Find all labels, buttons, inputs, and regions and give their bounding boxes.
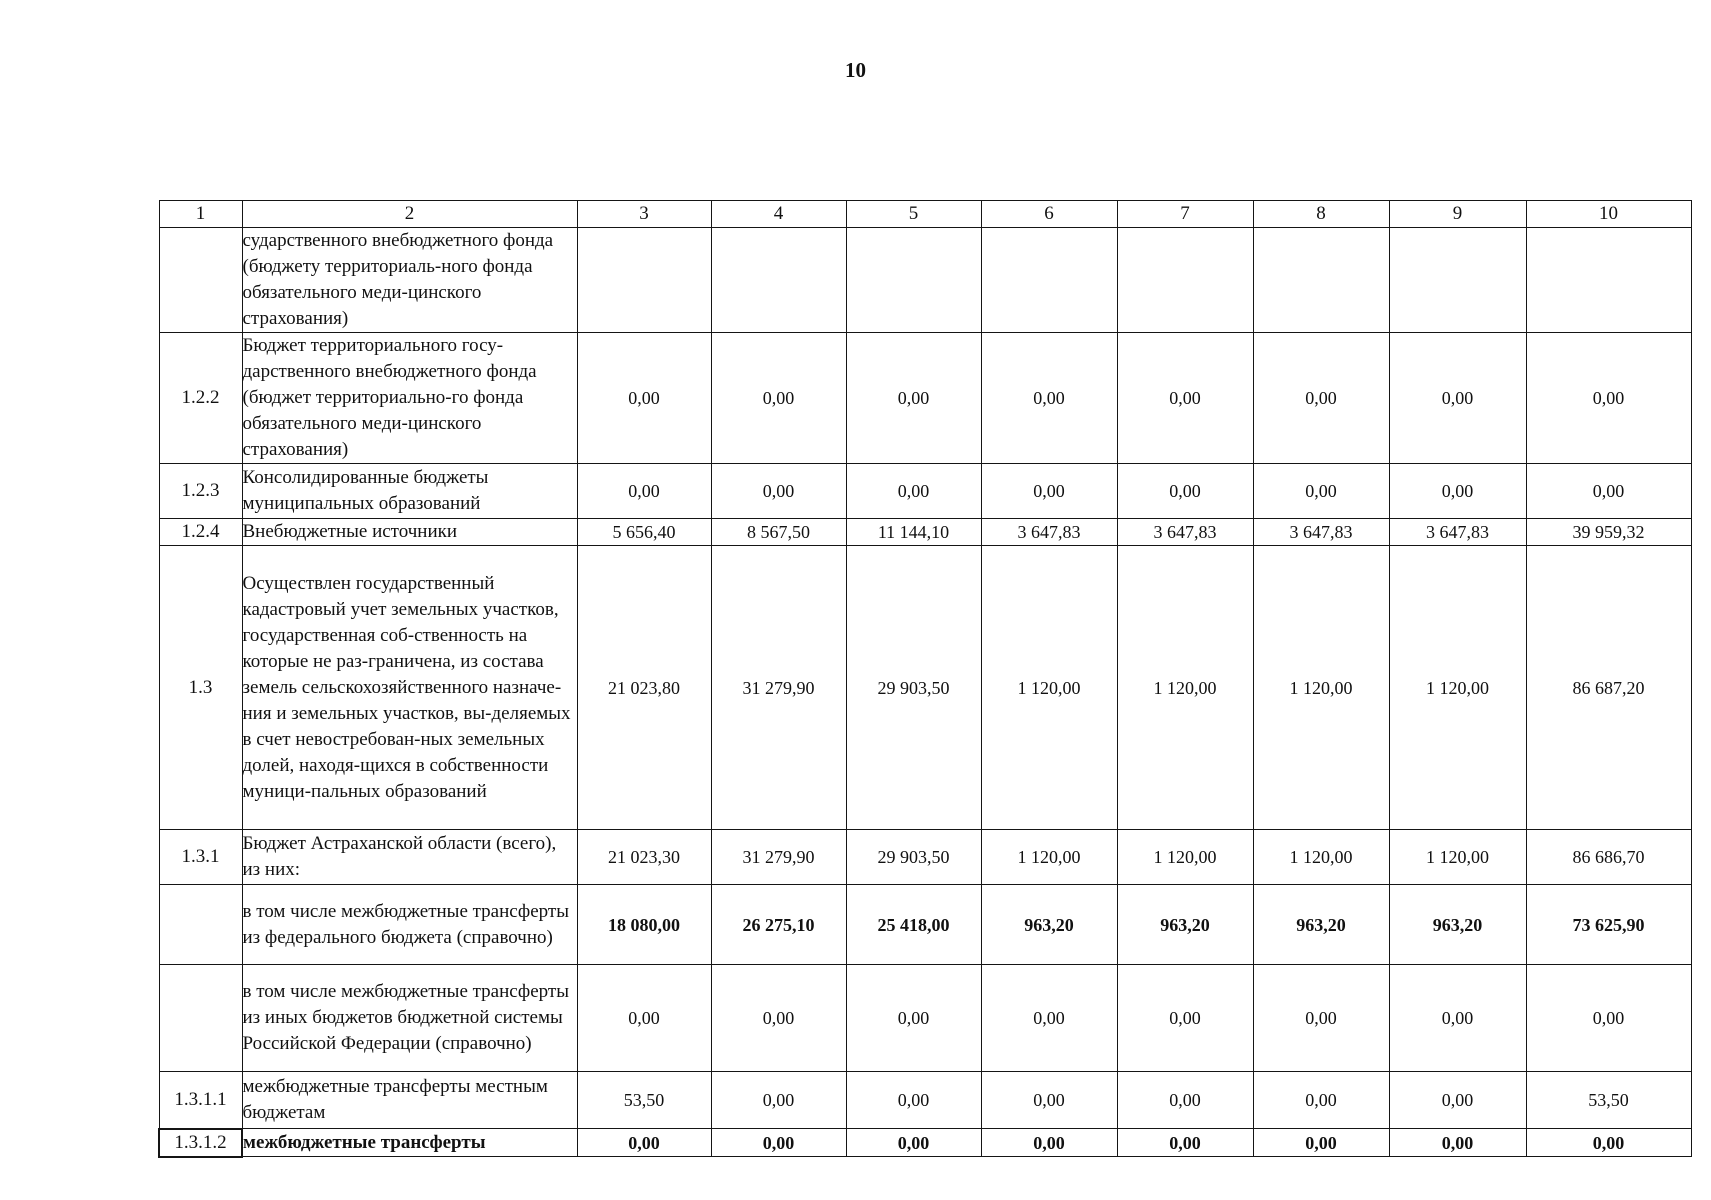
value-cell: 0,00 bbox=[1526, 1129, 1691, 1157]
value-cell: 0,00 bbox=[1117, 464, 1253, 519]
value-cell: 0,00 bbox=[981, 464, 1117, 519]
row-description: сударственного внебюджетного фонда (бюджету территориаль-ного фонда обязательного меди-цинского страхования) bbox=[242, 228, 577, 333]
value-cell: 21 023,80 bbox=[577, 546, 711, 830]
column-number: 2 bbox=[242, 201, 577, 228]
value-cell: 1 120,00 bbox=[1117, 830, 1253, 885]
value-cell: 21 023,30 bbox=[577, 830, 711, 885]
row-description: Консолидированные бюджеты муниципальных образований bbox=[242, 464, 577, 519]
row-description: Бюджет территориального госу-дарственного внебюджетного фонда (бюджет территориально-го фонда обязательного меди-цинского страхования) bbox=[242, 333, 577, 464]
value-cell bbox=[577, 228, 711, 333]
value-cell bbox=[1253, 228, 1389, 333]
value-cell: 963,20 bbox=[1117, 885, 1253, 965]
table-row bbox=[159, 965, 1691, 1072]
table-row bbox=[159, 464, 1691, 519]
row-number: 1.2.4 bbox=[159, 519, 242, 546]
value-cell: 0,00 bbox=[1253, 965, 1389, 1072]
row-number: 1.3.1.1 bbox=[159, 1072, 242, 1129]
value-cell bbox=[846, 228, 981, 333]
row-number: 1.3.1.2 bbox=[159, 1129, 242, 1157]
value-cell: 0,00 bbox=[1526, 464, 1691, 519]
value-cell: 0,00 bbox=[711, 464, 846, 519]
column-number: 9 bbox=[1389, 201, 1526, 228]
column-number: 4 bbox=[711, 201, 846, 228]
value-cell: 1 120,00 bbox=[1389, 830, 1526, 885]
value-cell: 1 120,00 bbox=[1253, 830, 1389, 885]
value-cell: 0,00 bbox=[1389, 464, 1526, 519]
row-number: 1.2.3 bbox=[159, 464, 242, 519]
value-cell bbox=[1389, 228, 1526, 333]
value-cell: 0,00 bbox=[1526, 333, 1691, 464]
column-number: 8 bbox=[1253, 201, 1389, 228]
table-row bbox=[159, 1072, 1691, 1129]
value-cell: 86 687,20 bbox=[1526, 546, 1691, 830]
value-cell: 1 120,00 bbox=[1389, 546, 1526, 830]
value-cell bbox=[1526, 228, 1691, 333]
value-cell: 1 120,00 bbox=[1117, 546, 1253, 830]
value-cell: 0,00 bbox=[1117, 333, 1253, 464]
row-description: межбюджетные трансферты местным бюджетам bbox=[242, 1072, 577, 1129]
value-cell: 0,00 bbox=[1253, 333, 1389, 464]
value-cell: 0,00 bbox=[846, 333, 981, 464]
value-cell: 0,00 bbox=[1389, 965, 1526, 1072]
value-cell: 53,50 bbox=[577, 1072, 711, 1129]
table-row bbox=[159, 546, 1691, 830]
value-cell: 0,00 bbox=[711, 1129, 846, 1157]
value-cell: 3 647,83 bbox=[981, 519, 1117, 546]
value-cell: 0,00 bbox=[1389, 1129, 1526, 1157]
value-cell: 0,00 bbox=[1253, 464, 1389, 519]
value-cell: 0,00 bbox=[711, 333, 846, 464]
value-cell: 18 080,00 bbox=[577, 885, 711, 965]
row-description: в том числе межбюджетные трансферты из иных бюджетов бюджетной системы Российской Федерации (справочно) bbox=[242, 965, 577, 1072]
value-cell: 0,00 bbox=[1253, 1072, 1389, 1129]
value-cell bbox=[711, 228, 846, 333]
value-cell: 0,00 bbox=[846, 1129, 981, 1157]
value-cell: 963,20 bbox=[981, 885, 1117, 965]
row-description: Внебюджетные источники bbox=[242, 519, 577, 546]
row-number: 1.3 bbox=[159, 546, 242, 830]
value-cell: 0,00 bbox=[711, 965, 846, 1072]
value-cell: 8 567,50 bbox=[711, 519, 846, 546]
value-cell: 0,00 bbox=[577, 464, 711, 519]
row-description: Осуществлен государственный кадастровый учет земельных участков, государственная соб-ственность на которые не раз-граничена, из состава земель сельскохозяйственного назначе-ния и земельных участков, вы-деляемых в счет невостребован-ных земельных долей, находя-щихся в собственности муници-пальных образований bbox=[242, 546, 577, 830]
value-cell: 0,00 bbox=[981, 1129, 1117, 1157]
row-number: 1.2.2 bbox=[159, 333, 242, 464]
value-cell: 0,00 bbox=[577, 1129, 711, 1157]
row-number bbox=[159, 885, 242, 965]
column-number: 5 bbox=[846, 201, 981, 228]
value-cell: 31 279,90 bbox=[711, 830, 846, 885]
value-cell: 0,00 bbox=[1253, 1129, 1389, 1157]
row-description: межбюджетные трансферты bbox=[242, 1129, 577, 1157]
value-cell: 31 279,90 bbox=[711, 546, 846, 830]
value-cell: 1 120,00 bbox=[981, 546, 1117, 830]
column-number: 6 bbox=[981, 201, 1117, 228]
row-number bbox=[159, 228, 242, 333]
value-cell: 0,00 bbox=[577, 333, 711, 464]
row-number bbox=[159, 965, 242, 1072]
table-row bbox=[159, 830, 1691, 885]
value-cell: 0,00 bbox=[1389, 333, 1526, 464]
value-cell: 53,50 bbox=[1526, 1072, 1691, 1129]
column-number: 7 bbox=[1117, 201, 1253, 228]
page-number: 10 bbox=[845, 58, 866, 82]
value-cell: 3 647,83 bbox=[1253, 519, 1389, 546]
value-cell: 0,00 bbox=[846, 1072, 981, 1129]
value-cell: 29 903,50 bbox=[846, 830, 981, 885]
value-cell: 0,00 bbox=[1117, 1129, 1253, 1157]
value-cell: 0,00 bbox=[711, 1072, 846, 1129]
value-cell: 39 959,32 bbox=[1526, 519, 1691, 546]
row-description: в том числе межбюджетные трансферты из федерального бюджета (справочно) bbox=[242, 885, 577, 965]
value-cell: 3 647,83 bbox=[1117, 519, 1253, 546]
row-number: 1.3.1 bbox=[159, 830, 242, 885]
value-cell: 0,00 bbox=[846, 464, 981, 519]
value-cell: 0,00 bbox=[981, 1072, 1117, 1129]
value-cell: 0,00 bbox=[981, 333, 1117, 464]
column-number: 10 bbox=[1526, 201, 1691, 228]
row-description: Бюджет Астраханской области (всего), из них: bbox=[242, 830, 577, 885]
value-cell: 0,00 bbox=[577, 965, 711, 1072]
table-row bbox=[159, 885, 1691, 965]
column-number: 1 bbox=[159, 201, 242, 228]
value-cell: 1 120,00 bbox=[981, 830, 1117, 885]
value-cell: 29 903,50 bbox=[846, 546, 981, 830]
value-cell: 0,00 bbox=[1117, 965, 1253, 1072]
value-cell: 0,00 bbox=[1526, 965, 1691, 1072]
value-cell: 963,20 bbox=[1253, 885, 1389, 965]
value-cell: 5 656,40 bbox=[577, 519, 711, 546]
column-number-row bbox=[159, 201, 1691, 228]
value-cell: 11 144,10 bbox=[846, 519, 981, 546]
table-row bbox=[159, 519, 1691, 546]
value-cell: 0,00 bbox=[1389, 1072, 1526, 1129]
value-cell: 26 275,10 bbox=[711, 885, 846, 965]
column-number: 3 bbox=[577, 201, 711, 228]
value-cell: 25 418,00 bbox=[846, 885, 981, 965]
value-cell: 0,00 bbox=[1117, 1072, 1253, 1129]
table-row bbox=[159, 228, 1691, 333]
table-row bbox=[159, 1129, 1691, 1157]
value-cell: 86 686,70 bbox=[1526, 830, 1691, 885]
value-cell bbox=[981, 228, 1117, 333]
value-cell: 1 120,00 bbox=[1253, 546, 1389, 830]
value-cell bbox=[1117, 228, 1253, 333]
value-cell: 3 647,83 bbox=[1389, 519, 1526, 546]
value-cell: 73 625,90 bbox=[1526, 885, 1691, 965]
value-cell: 963,20 bbox=[1389, 885, 1526, 965]
table-row bbox=[159, 333, 1691, 464]
value-cell: 0,00 bbox=[981, 965, 1117, 1072]
budget-table bbox=[158, 200, 1692, 1158]
value-cell: 0,00 bbox=[846, 965, 981, 1072]
